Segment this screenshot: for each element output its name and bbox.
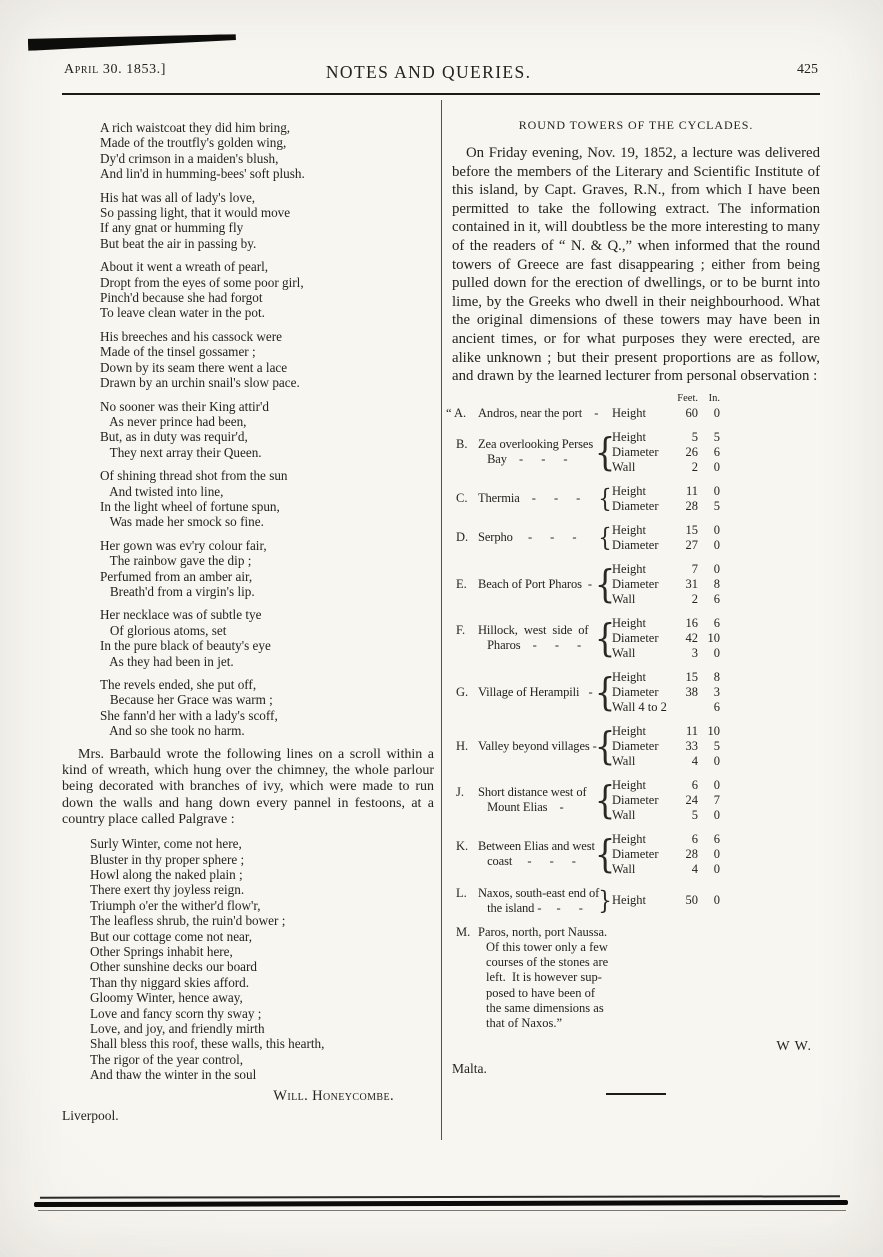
inches-value: 6	[713, 699, 720, 714]
measurement-row	[612, 832, 720, 847]
dimension-name: Height	[612, 777, 647, 792]
prose-paragraph: Mrs. Barbauld wrote the following lines on a scroll within a kind of wreath, which hung over the chimney, the whole parlour being decorated with branches of ivy, which were made to run down the walls and hang down every pannel in festoons, at a country place called Palgrave :	[62, 746, 434, 827]
entry-label: L.	[456, 885, 467, 900]
poem-line: Gloomy Winter, hence away,	[90, 990, 243, 1006]
entry-place-lines	[478, 623, 588, 653]
dimension-name: Height	[612, 429, 647, 444]
inches-value: 0	[713, 537, 720, 552]
entry-measurements	[612, 484, 720, 514]
poem-line: His breeches and his cassock were	[100, 328, 282, 344]
poem-line: So passing light, that it would move	[100, 205, 291, 221]
inches-value: 5	[713, 498, 720, 513]
poem-line: Down by its seam there went a lace	[100, 359, 288, 375]
units-feet-label: Feet.	[677, 392, 698, 404]
note-line: courses of the stones are	[486, 955, 609, 970]
entry-place-lines	[478, 530, 576, 545]
entry-place-lines	[478, 685, 593, 700]
page-header	[64, 62, 818, 82]
table-entry	[456, 670, 820, 715]
poem-line: She fann'd her with a lady's scoff,	[100, 707, 278, 723]
left-brace-glyph: {	[594, 616, 616, 661]
measurement-row	[612, 445, 720, 460]
poem-line: In the light wheel of fortune spun,	[100, 498, 280, 514]
bottom-edge-rule-thin	[40, 1195, 840, 1198]
entry-place-line: Mount Elias -	[478, 800, 564, 815]
units-spacer	[612, 393, 670, 404]
dimension-name: Height	[612, 831, 647, 846]
poem-line: Than thy niggard skies afford.	[90, 974, 250, 990]
inches-value: 8	[713, 576, 720, 591]
note-line: that of Naxos.”	[486, 1015, 563, 1030]
poem-line: Dy'd crimson in a maiden's blush,	[100, 150, 279, 166]
inches-value: 6	[713, 591, 720, 606]
entry-place-line: Zea overlooking Perses	[478, 437, 594, 452]
inches-value: 0	[713, 483, 720, 498]
entry-place-line: Pharos - - -	[478, 638, 582, 653]
measurement-row	[612, 685, 720, 700]
poem-line: Made of the tinsel gossamer ;	[100, 344, 256, 360]
entry-measurements	[612, 832, 720, 877]
entry-place-line: Bay - - -	[478, 452, 568, 467]
table-entry	[456, 430, 820, 475]
dimension-name: Wall	[612, 645, 636, 660]
inches-value: 6	[713, 444, 720, 459]
feet-value: 15	[685, 669, 698, 684]
dimension-name: Diameter	[612, 792, 659, 807]
dimension-name: Wall	[612, 459, 636, 474]
right-signature: W W.	[776, 1039, 812, 1055]
inches-value: 0	[713, 561, 720, 576]
poem-line: As never prince had been,	[100, 413, 247, 429]
poem-line: Howl along the naked plain ;	[90, 866, 243, 882]
table-entry	[456, 616, 820, 661]
feet-value: 27	[685, 537, 698, 552]
inches-value: 6	[713, 831, 720, 846]
table-entry	[456, 832, 820, 877]
poem-line: His hat was all of lady's love,	[100, 189, 256, 205]
entry-place-lines	[478, 886, 599, 916]
inches-value: 6	[713, 615, 720, 630]
feet-value: 15	[685, 522, 698, 537]
poem-line: And twisted into line,	[100, 483, 224, 499]
entry-place	[456, 839, 598, 869]
poem-stanza	[100, 259, 434, 321]
dimension-name: Diameter	[612, 846, 659, 861]
poem-line: Because her Grace was warm ;	[100, 692, 273, 708]
dimension-name: Height	[612, 669, 647, 684]
table-entry	[456, 562, 820, 607]
measurement-row	[612, 862, 720, 877]
entry-place-lines	[478, 577, 592, 592]
poem-line: Surly Winter, come not here,	[90, 836, 242, 852]
feet-value: 24	[685, 792, 698, 807]
units-inches-label: In.	[708, 392, 720, 404]
feet-value: 16	[685, 615, 698, 630]
measurement-table	[446, 392, 820, 1031]
measurement-row	[612, 430, 720, 445]
feet-value: 11	[685, 483, 698, 498]
dimension-name: Height	[612, 893, 647, 908]
entry-place-line: Thermia - - -	[478, 491, 581, 506]
entry-measurements	[612, 778, 720, 823]
feet-value: 2	[691, 591, 698, 606]
feet-value: 28	[685, 846, 698, 861]
entry-label: K.	[456, 839, 469, 854]
dimension-name: Diameter	[612, 630, 659, 645]
left-brace-glyph: {	[594, 562, 616, 607]
feet-value: 31	[685, 576, 698, 591]
feet-value: 6	[691, 831, 698, 846]
note-line: Of this tower only a few	[486, 939, 608, 954]
poem-line: The revels ended, she put off,	[100, 677, 257, 692]
measurement-row	[612, 592, 720, 607]
table-entry	[456, 778, 820, 823]
poem-line: But our cottage come not near,	[90, 928, 253, 944]
feet-value: 7	[691, 561, 698, 576]
measurement-row	[612, 484, 720, 499]
entry-place-line: Serpho - - -	[478, 530, 577, 545]
right-location: Malta.	[452, 1061, 487, 1077]
entry-place-lines	[478, 406, 598, 421]
entry-measurements	[612, 670, 720, 715]
left-brace-glyph: {	[594, 832, 616, 877]
entry-place-lines	[478, 437, 593, 467]
measurement-row	[612, 460, 720, 475]
measurement-row	[612, 754, 720, 769]
left-brace-glyph: {	[598, 483, 612, 513]
second-poem	[90, 836, 434, 1083]
poem-line: And lin'd in humming-bees' soft plush.	[100, 166, 305, 182]
entry-m-heading	[456, 925, 820, 940]
note-line: the same dimensions as	[486, 1000, 604, 1015]
inches-value: 0	[713, 807, 720, 822]
feet-value: 50	[685, 893, 698, 908]
dimension-name: Diameter	[612, 444, 659, 459]
measurement-row	[612, 538, 720, 553]
dimension-name: Wall 4 to 2	[612, 699, 667, 714]
left-brace-glyph: {	[594, 430, 616, 475]
inches-value: 0	[713, 846, 720, 861]
poem-line: Of glorious atoms, set	[100, 622, 227, 638]
entry-place	[456, 685, 598, 700]
measurement-row	[612, 778, 720, 793]
entry-place-line: Andros, near the port -	[478, 405, 599, 420]
entry-place-line: Naxos, south-east end of	[478, 885, 600, 900]
inches-value: 3	[713, 684, 720, 699]
measurement-row	[612, 562, 720, 577]
inches-value: 5	[713, 429, 720, 444]
measurement-row	[612, 893, 720, 908]
feet-value: 33	[685, 738, 698, 753]
note-line: left. It is however sup-	[486, 970, 602, 985]
table-entry	[456, 724, 820, 769]
feet-value: 38	[685, 684, 698, 699]
entry-place-lines	[478, 785, 587, 815]
inches-value: 10	[707, 723, 720, 738]
poem-line: Other Springs inhabit here,	[90, 943, 233, 959]
entry-label: G.	[456, 684, 469, 699]
entry-label: B.	[456, 437, 468, 452]
units-header	[456, 393, 820, 404]
entry-label: F.	[456, 623, 466, 638]
poem-line: Bluster in thy proper sphere ;	[90, 851, 245, 867]
end-rule	[606, 1093, 666, 1095]
article-title: ROUND TOWERS OF THE CYCLADES.	[518, 118, 754, 132]
poem-line: In the pure black of beauty's eye	[100, 638, 271, 654]
table-entry	[456, 886, 820, 916]
measurement-row	[612, 631, 720, 646]
feet-value: 26	[685, 444, 698, 459]
left-location: Liverpool.	[62, 1107, 119, 1123]
journal-title: NOTES AND QUERIES.	[325, 62, 532, 82]
bottom-edge-rule-thick	[34, 1200, 848, 1207]
entry-measurements	[612, 523, 720, 553]
entry-label: “ A.	[446, 405, 467, 420]
entry-place-lines	[478, 491, 580, 506]
poem-line: Breath'd from a virgin's lip.	[100, 583, 255, 599]
entry-measurements	[612, 430, 720, 475]
entry-label: J.	[456, 785, 464, 800]
measurement-row	[612, 499, 720, 514]
poem-stanza	[100, 120, 434, 182]
poem-line: Love, and joy, and friendly mirth	[90, 1020, 265, 1036]
feet-value: 6	[691, 777, 698, 792]
inches-value: 0	[713, 861, 720, 876]
issue-date: April 30. 1853.]	[64, 62, 167, 77]
entry-place-line: Short distance west of	[478, 785, 587, 800]
dimension-name: Height	[612, 483, 647, 498]
entry-place-lines	[478, 839, 595, 869]
dimension-name: Diameter	[612, 498, 659, 513]
poem-stanza	[100, 538, 434, 600]
measurement-row	[612, 406, 720, 421]
feet-value: 5	[691, 429, 698, 444]
poem-line: About it went a wreath of pearl,	[100, 259, 269, 275]
entry-place-line: Valley beyond villages -	[478, 738, 597, 753]
poem-line: They next array their Queen.	[100, 444, 262, 460]
inches-value: 0	[713, 522, 720, 537]
dimension-name: Diameter	[612, 738, 659, 753]
poem-line: Of shining thread shot from the sun	[100, 468, 288, 484]
poem-stanza	[100, 399, 434, 461]
left-brace-glyph: {	[594, 778, 616, 823]
entry-place	[456, 739, 598, 754]
table-entry-m	[456, 925, 820, 1031]
left-signature: Will. Honeycombe.	[273, 1087, 394, 1104]
inches-value: 10	[707, 630, 720, 645]
feet-value: 42	[685, 630, 698, 645]
measurement-row	[612, 670, 720, 685]
entry-place-line: Between Elias and west	[478, 839, 595, 854]
dimension-name: Height	[612, 723, 647, 738]
entry-label: C.	[456, 491, 468, 506]
entry-place	[456, 437, 598, 467]
poem-line: The rainbow gave the dip ;	[100, 553, 252, 569]
inches-value: 0	[713, 459, 720, 474]
inches-value: 0	[713, 645, 720, 660]
dimension-name: Height	[612, 615, 647, 630]
dimension-name: Wall	[612, 807, 636, 822]
measurement-row	[612, 523, 720, 538]
entry-place-line: Village of Herampili -	[478, 684, 593, 699]
poem-line: Was made her smock so fine.	[100, 514, 264, 530]
entry-place-lines	[478, 739, 597, 754]
inches-value: 0	[713, 753, 720, 768]
entry-place	[446, 405, 599, 421]
left-brace-glyph: {	[594, 724, 616, 769]
feet-value	[670, 700, 698, 715]
measurement-row	[612, 724, 720, 739]
poem-line: Dropt from the eyes of some poor girl,	[100, 274, 304, 290]
page-number: 425	[797, 62, 818, 77]
dimension-name: Height	[612, 561, 647, 576]
entry-place-line: coast - - -	[478, 854, 576, 869]
right-column	[446, 102, 820, 1095]
poem-line: Her necklace was of subtle tye	[100, 607, 262, 623]
feet-value: 3	[691, 645, 698, 660]
left-brace-glyph: {	[598, 522, 612, 552]
poem-line: Love and fancy scorn thy sway ;	[90, 1005, 262, 1021]
entry-label: M.	[456, 924, 471, 939]
entry-label: E.	[456, 576, 467, 591]
units-spacer	[456, 393, 612, 404]
table-entry	[456, 484, 820, 514]
poem-line: Triumph o'er the wither'd flow'r,	[90, 897, 261, 913]
header-rule	[62, 93, 820, 95]
inches-value: 0	[713, 893, 720, 908]
feet-value: 11	[685, 723, 698, 738]
poem-line: And thaw the winter in the soul	[90, 1067, 257, 1083]
poem-line: Her gown was ev'ry colour fair,	[100, 537, 267, 553]
measurement-row	[612, 808, 720, 823]
poem-stanza	[100, 190, 434, 252]
entry-measurements	[612, 893, 720, 908]
poem-stanza	[100, 607, 434, 669]
entry-place	[456, 577, 598, 592]
left-column	[62, 102, 434, 1124]
inches-value: 7	[713, 792, 720, 807]
entry-place-line: the island - - -	[478, 900, 583, 915]
poem-line: Pinch'd because she had forgot	[100, 290, 263, 306]
feet-value: 28	[685, 498, 698, 513]
inches-value: 0	[713, 777, 720, 792]
first-poem	[62, 120, 434, 739]
poem-line: But beat the air in passing by.	[100, 235, 257, 251]
entry-m-place: Paros, north, port Naussa.	[478, 924, 608, 939]
inches-value: 0	[713, 405, 720, 420]
poem-line: If any gnat or humming fly	[100, 220, 244, 236]
note-m-lines	[486, 940, 820, 1031]
table-entry	[446, 405, 820, 421]
feet-value: 4	[691, 753, 698, 768]
entry-place-line: Hillock, west side of	[478, 623, 589, 638]
bottom-edge-rule-faint	[38, 1210, 846, 1211]
entry-place	[456, 623, 598, 653]
measurement-row	[612, 646, 720, 661]
poem-stanza	[100, 677, 434, 739]
entry-measurements	[612, 616, 720, 661]
poem-line: Drawn by an urchin snail's slow pace.	[100, 375, 300, 391]
scan-artifact-bar	[28, 34, 236, 51]
entry-measurements	[612, 562, 720, 607]
measurement-entries	[446, 405, 820, 916]
poem-stanza	[100, 329, 434, 391]
entry-place	[456, 785, 598, 815]
poem-line: Made of the troutfly's golden wing,	[100, 135, 287, 151]
note-line: posed to have been of	[486, 985, 595, 1000]
dimension-name: Diameter	[612, 684, 659, 699]
poem-line: And so she took no harm.	[100, 723, 245, 739]
right-brace-glyph: }	[598, 885, 612, 915]
poem-line: As they had been in jet.	[100, 653, 234, 669]
entry-measurements	[612, 406, 720, 421]
entry-label: D.	[456, 530, 469, 545]
feet-value: 2	[691, 459, 698, 474]
measurement-row	[612, 847, 720, 862]
dimension-name: Height	[612, 405, 647, 420]
poem-line: The leafless shrub, the ruin'd bower ;	[90, 913, 286, 929]
column-divider-rule	[441, 100, 442, 1140]
entry-place	[456, 886, 598, 916]
inches-value: 5	[713, 738, 720, 753]
feet-value: 4	[691, 861, 698, 876]
dimension-name: Wall	[612, 591, 636, 606]
entry-place	[456, 530, 598, 545]
measurement-row	[612, 739, 720, 754]
poem-line: There exert thy joyless reign.	[90, 882, 245, 898]
dimension-name: Wall	[612, 753, 636, 768]
entry-label: H.	[456, 738, 469, 753]
feet-value: 60	[685, 405, 698, 420]
measurement-row	[612, 616, 720, 631]
poem-stanza	[100, 468, 434, 530]
poem-line: A rich waistcoat they did him bring,	[100, 120, 291, 135]
dimension-name: Wall	[612, 861, 636, 876]
poem-line: Shall bless this roof, these walls, this hearth,	[90, 1036, 325, 1052]
dimension-name: Diameter	[612, 537, 659, 552]
entry-place	[456, 491, 598, 506]
inches-value: 8	[713, 669, 720, 684]
dimension-name: Height	[612, 522, 647, 537]
measurement-row	[612, 793, 720, 808]
poem-line: No sooner was their King attir'd	[100, 398, 270, 414]
entry-measurements	[612, 724, 720, 769]
article-paragraph: On Friday evening, Nov. 19, 1852, a lecture was delivered before the members of the Literary and Scientific Institute of this island, by Capt. Graves, R.N., from which I have been permitted to take the following extract. The information contained in it, will doubtless be the more interesting to many of the readers of “ N. & Q.,” when informed that the round towers of Greece are fast disappearing ; either from being pulled down for the erection of dwellings, or to be burnt into lime, by the Greeks who dwell in their neighbourhood. What the original dimensions of these towers may have been in ancient times, or for what purposes they were erected, are alike unknown ; but their present proportions are as follow, and drawn by the learned lecturer from personal observation :	[452, 145, 820, 385]
poem-line: Other sunshine decks our board	[90, 959, 258, 975]
measurement-row	[612, 577, 720, 592]
left-brace-glyph: {	[594, 670, 616, 715]
table-entry	[456, 523, 820, 553]
dimension-name: Diameter	[612, 576, 659, 591]
poem-line: To leave clean water in the pot.	[100, 305, 265, 321]
poem-line: But, as in duty was requir'd,	[100, 429, 248, 445]
poem-line: Perfumed from an amber air,	[100, 568, 253, 584]
feet-value: 5	[691, 807, 698, 822]
entry-place-line: Beach of Port Pharos -	[478, 576, 592, 591]
measurement-row	[612, 700, 720, 715]
poem-line: The rigor of the year control,	[90, 1051, 244, 1067]
